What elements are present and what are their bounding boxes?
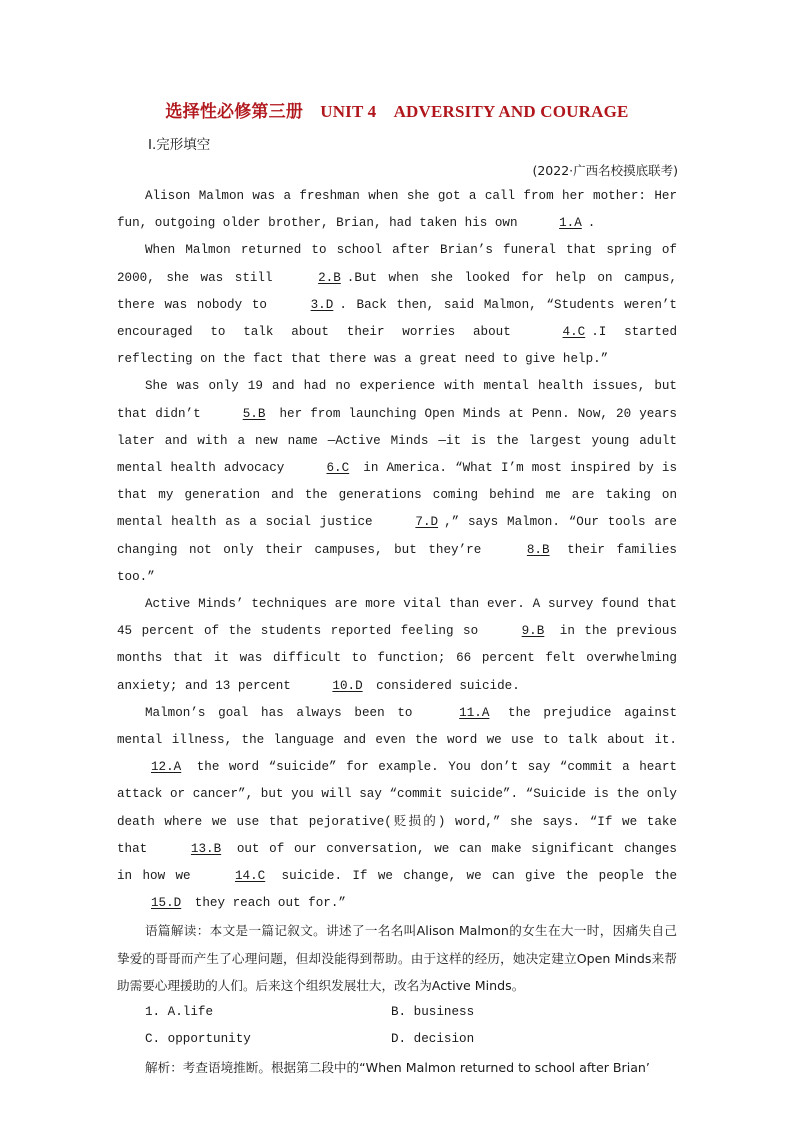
question-options bbox=[117, 999, 677, 1053]
options-row-2 bbox=[117, 1026, 677, 1053]
paragraph-1: Alison Malmon was a freshman when she got a call from her mother: Her fun, outgoing older brother, Brian, had taken his own 1.A . bbox=[117, 183, 677, 237]
paragraph-3: She was only 19 and had no experience with mental health issues, but that didn’t 5.B her from launching Open Minds at Penn. Now, 20 years later and with a new name —Active Minds —it is the largest young adult mental health advocacy 6.C in America. “What I’m most inspired by is that my generation and the generations coming behind me are taking on mental health as a social justice 7.D ,” says Malmon. “Our tools are changing not only their campuses, but they’re 8.B their families too.” bbox=[117, 379, 677, 584]
answer-blank: 13.B bbox=[190, 841, 222, 856]
source-note: (2022·广西名校摸底联考) bbox=[532, 163, 678, 178]
paragraph-4: Active Minds’ techniques are more vital than ever. A survey found that 45 percent of the students reported feeling so 9.B in the previous months that it was difficult to function; 66 percent felt overwhelming anxiety; and 13 percent 10.D considered suicide. bbox=[117, 591, 677, 700]
answer-blank: 9.B bbox=[521, 624, 545, 639]
answer-blank: 6.C bbox=[326, 461, 350, 476]
answer-blank: 7.D bbox=[415, 515, 439, 530]
answer-blank: 5.B bbox=[242, 406, 266, 421]
answer-explanation: 解析：考查语境推断。根据第二段中的“When Malmon returned to school after Brian’ bbox=[145, 1059, 650, 1075]
option-d: D. decision bbox=[391, 1032, 475, 1047]
answer-blank: 8.B bbox=[526, 542, 550, 557]
option-c: C. opportunity bbox=[145, 1032, 251, 1047]
answer-blank: 10.D bbox=[332, 678, 363, 693]
passage-body bbox=[117, 183, 677, 1081]
paragraph-5: Malmon’s goal has always been to 11.A the prejudice against mental illness, the language and even the word we use to talk about it. 12.A the word “suicide” for example. You don’t say “commit a heart attack or cancer”, but you will say “commit suicide”. “Suicide is the only death where we use that pejorative(贬损的) word,” she says. “If we take that 13.B out of our conversation, we can make significant changes in how we 14.C suicide. If we change, we can give the people the 15.D they reach out for.” bbox=[117, 700, 677, 918]
answer-blank: 14.C bbox=[234, 869, 266, 884]
options-row-1 bbox=[117, 999, 677, 1026]
answer-blank: 1.A bbox=[559, 216, 582, 231]
page-title: 选择性必修第三册 UNIT 4 ADVERSITY AND COURAGE bbox=[165, 102, 629, 121]
passage-summary: 语篇解读：本文是一篇记叙文。讲述了一名名叫Alison Malmon的女生在大一时，因痛失自己挚爱的哥哥而产生了心理问题，但却没能得到帮助。由于这样的经历，她决定建立Open Minds来帮助需要心理援助的人们。后来这个组织发展壮大，改名为Active Minds。 bbox=[117, 923, 677, 993]
option-b: B. business bbox=[391, 1005, 475, 1020]
answer-blank: 3.D bbox=[310, 297, 334, 312]
option-a: 1. A.life bbox=[145, 1005, 214, 1020]
answer-blank: 4.C bbox=[562, 325, 586, 340]
section-heading: Ⅰ.完形填空 bbox=[148, 137, 211, 153]
paragraph-2: When Malmon returned to school after Brian’s funeral that spring of 2000, she was still 2.B .But when she looked for help on campus, there was nobody to 3.D . Back then, said Malmon, “Students weren’t encouraged to talk about their worries about 4.C .I started reflecting on the fact that there was a great need to give help.” bbox=[117, 243, 677, 367]
answer-blank: 11.A bbox=[459, 705, 490, 720]
answer-blank: 2.B bbox=[318, 270, 341, 285]
answer-blank: 12.A bbox=[151, 760, 182, 775]
answer-blank: 15.D bbox=[151, 896, 182, 911]
